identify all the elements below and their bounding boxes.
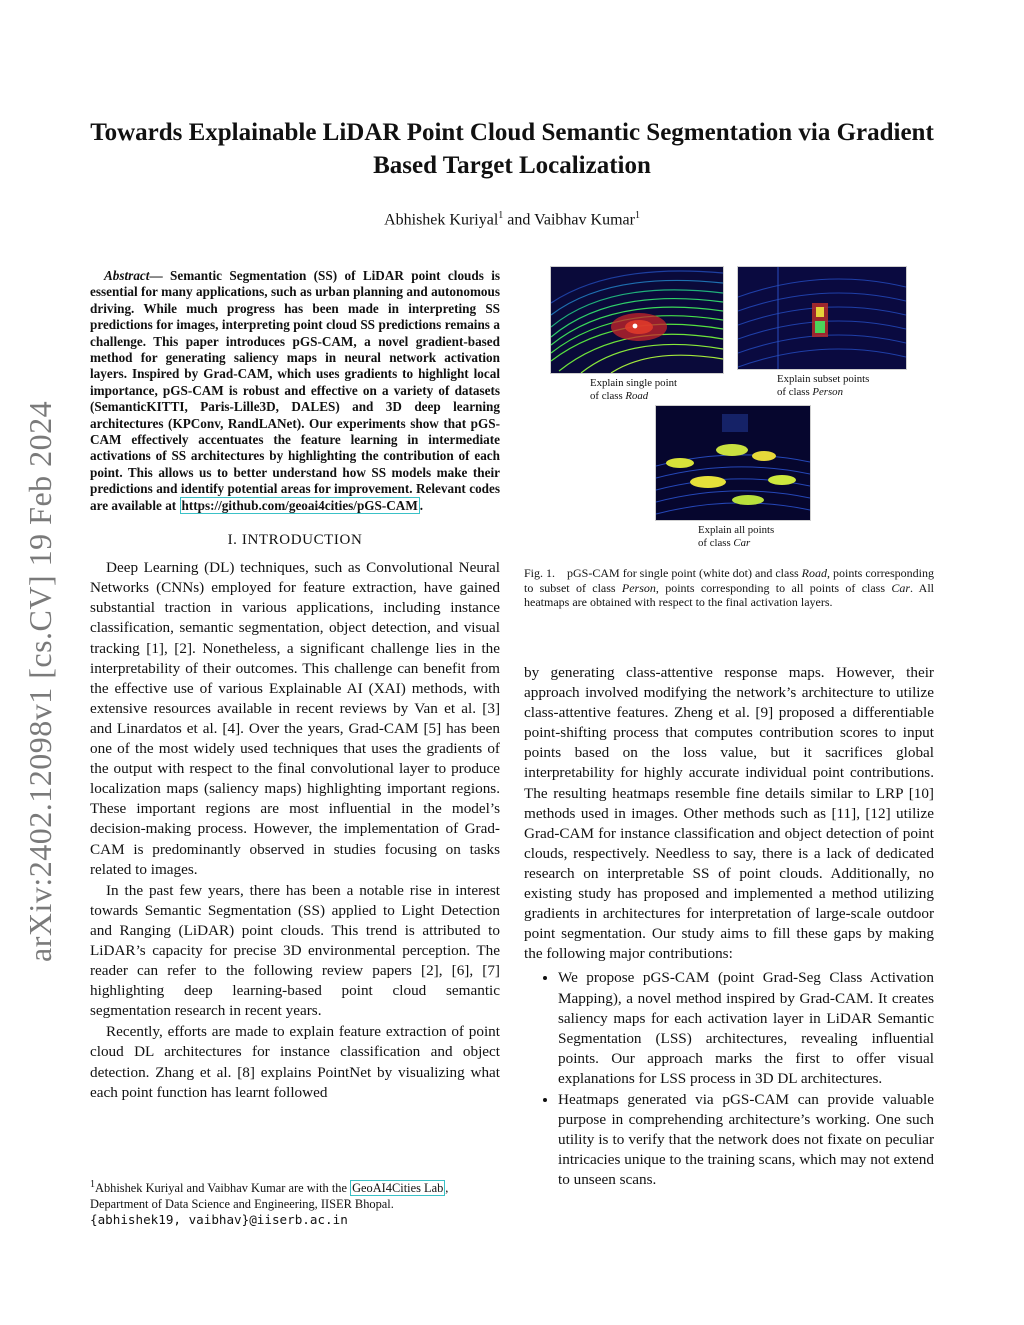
panel-person-caption — [777, 373, 907, 398]
abstract-dash: — — [149, 268, 170, 283]
caption-part-4: . All heatmaps are obtained with respect to the final activation layers. — [524, 580, 934, 610]
author-1-affiliation: 1 — [498, 210, 504, 221]
caption-class-road: Road — [801, 566, 827, 580]
car-heatmap-graphic — [656, 406, 810, 520]
caption-class-person: Person — [621, 580, 656, 595]
panel-road-prefix: of class — [590, 389, 626, 402]
author-2: Vaibhav Kumar — [534, 211, 635, 229]
person-heatmap-graphic — [738, 267, 906, 369]
left-column — [90, 268, 500, 1103]
road-heatmap-graphic — [551, 267, 723, 373]
heatmap-car-image — [655, 405, 811, 521]
panel-person-class: Person — [812, 385, 843, 398]
section-heading-introduction: I. INTRODUCTION — [227, 532, 363, 549]
footnote-mark: 1 — [90, 1179, 95, 1190]
abstract-label: Abstract — [104, 268, 150, 283]
author-emails: {abhishek19, vaibhav}@iiserb.ac.in — [90, 1212, 348, 1228]
right-paragraph: by generating class-attentive response maps. However, their approach involved modifying the network’s architecture to utilize class-attentive features. Zheng et al. [9] proposed a differentiable point-shifting process that computes contribution scores to input points based on the loss value, but it sacrifices global interpretability for highly accurate individual point contributions. The resulting heatmaps resemble fine details similar to LRP [10] methods used in images. Other methods such as [11], [12] utilize Grad-CAM for instance classification and object detection of point clouds, respectively. Needless to say, there is a lack of dedicated research on interpretable SS of point clouds. Additionally, no existing study has proposed and implemented a method utilizing gradients in architectures for interpretation of large-scale outdoor point segmentation. Our study aims to fill these gaps by making the following major contributions: — [524, 664, 934, 963]
author-line — [80, 210, 944, 229]
author-conjunction: and — [503, 211, 535, 229]
panel-person-caption-line1: Explain subset points — [777, 373, 870, 385]
panel-road-class: Road — [625, 389, 649, 402]
footnote-text-before: Abhishek Kuriyal and Vaibhav Kumar are with the — [95, 1181, 351, 1196]
intro-paragraph-3: Recently, efforts are made to explain feature extraction of point cloud DL architectures for instance classification and object detection. Zhang et al. [8] explains PointNet by visualizing what each point function has learnt followed — [90, 1023, 500, 1101]
author-2-affiliation: 1 — [634, 210, 640, 221]
figure-1-label: Fig. 1. — [524, 566, 556, 580]
panel-road-caption — [590, 377, 720, 402]
abstract-text: Semantic Segmentation (SS) of LiDAR point clouds is essential for many applications, such as urban planning and autonomous driving. While much progress has been made in interpreting SS predictions for images, interpreting point cloud SS predictions remains a challenge. This paper introduces pGS-CAM, a novel gradient-based method for generating saliency maps in neural network activation layers. Inspired by Grad-CAM, which uses gradients to highlight local importance, pGS-CAM is robust and effective on a variety of datasets (SemanticKITTI, Paris-Lille3D, DALES) and 3D deep learning architectures (KPConv, RandLANet). Our experiments show that pGS-CAM effectively accentuates the feature learning in intermediate activations of SS architectures by highlighting the contribution of each point. This allows us to better understand how SS models make their predictions and identify potential areas for improvement. Relevant codes are available at — [90, 268, 500, 513]
panel-person-prefix: of class — [777, 385, 813, 398]
caption-part-3: , points corresponding to all points of class — [655, 580, 892, 595]
panel-car-caption-line1: Explain all points — [698, 524, 775, 536]
heatmap-road-image — [550, 266, 724, 374]
caption-class-car: Car — [891, 580, 911, 595]
panel-road-caption-line1: Explain single point — [590, 377, 677, 389]
intro-paragraph-2: In the past few years, there has been a notable rise in interest towards Semantic Segmentation (SS) applied to Light Detection and Ranging (LiDAR) point clouds. This trend is attributed to LiDAR’s capacity for precise 3D environmental perception. The reader can refer to the following review papers [2], [6], [7] highlighting deep learning-based point cloud semantic segmentation research in recent years. — [90, 881, 500, 1020]
code-repository-link[interactable]: https://github.com/geoai4cities/pGS-CAM — [181, 497, 418, 513]
contribution-item: • We propose pGS-CAM (point Grad-Seg Class Activation Mapping), a novel method inspired by Grad-CAM. It creates saliency maps for each activation layer in LiDAR Semantic Segmentation (LSS) architectures, revealing influential points. Our approach marks the first to offer visual explanations for LSS process in 3D DL architectures. — [558, 968, 934, 1089]
footnote — [90, 1177, 500, 1228]
paper-title: Towards Explainable LiDAR Point Cloud Semantic Segmentation via Gradient Based Target Localization — [90, 119, 934, 179]
caption-part-2: , points corresponding to subset of class — [524, 566, 934, 595]
contributions-list — [524, 968, 934, 1190]
lab-link[interactable]: GeoAI4Cities Lab — [352, 1181, 444, 1196]
figure-1-caption — [524, 566, 934, 610]
caption-part-1: pGS-CAM for single point (white dot) and class — [567, 566, 802, 580]
panel-car-caption-line2 — [698, 537, 828, 550]
intro-paragraph-1: Deep Learning (DL) techniques, such as Convolutional Neural Networks (CNNs) employed for feature extraction, have gained substantial traction in various applications, including instance classification, semantic segmentation, object detection, and visual tracking [1], [2]. Nonetheless, a significant challenge lies in the interpretability of their outcomes. This challenge can benefit from the effective use of various Explainable AI (XAI) methods, with extensive resources available in recent reviews by Van et al. [3] and Linardatos et al. [4]. Over the years, Grad-CAM [5] has been one of the most widely used techniques that uses the gradients of the output with respect to the final convolutional layer to produce localization maps (saliency maps) highlighting important regions. These important regions are most influential in the model’s decision-making process. However, the implementation of Grad-CAM is predominantly observed in studies focusing on tasks related to images. — [90, 559, 500, 878]
arxiv-identifier: arXiv:2402.12098v1 [cs.CV] 19 Feb 2024 — [22, 400, 58, 962]
panel-car-class: Car — [733, 536, 751, 549]
abstract-end: . — [419, 497, 424, 513]
footnote-text-after: , Department of Data Science and Engineering, IISER Bhopal. — [90, 1181, 449, 1212]
panel-road-caption-line2 — [590, 390, 720, 403]
heatmap-person-image — [737, 266, 907, 370]
panel-car-prefix: of class — [698, 536, 734, 549]
panel-car-caption — [698, 524, 828, 549]
right-column — [524, 663, 934, 1191]
contribution-item: • Heatmaps generated via pGS-CAM can provide valuable purpose in comprehending architecture’s working. One such utility is to verify that the network does not fixate on peculiar intricacies unique to the training scans, which may not extend to unseen scans. — [558, 1090, 934, 1190]
abstract — [90, 268, 500, 514]
author-1: Abhishek Kuriyal — [384, 211, 499, 229]
panel-person-caption-line2 — [777, 386, 907, 399]
